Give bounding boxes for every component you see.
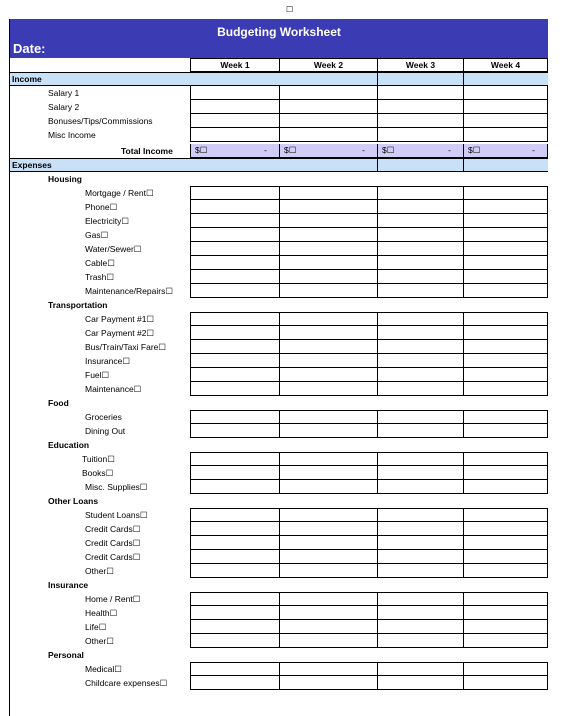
amount-cell-week-1[interactable] — [190, 536, 279, 550]
amount-cell-week-4[interactable] — [463, 410, 548, 424]
amount-cell-week-1[interactable] — [190, 676, 279, 690]
amount-cell-week-3[interactable] — [377, 242, 463, 256]
expense-row — [10, 200, 548, 214]
expense-row — [10, 186, 548, 200]
expense-row — [10, 256, 548, 270]
amount-cell-week-4[interactable] — [463, 620, 548, 634]
amount-cell-week-1[interactable] — [190, 200, 279, 214]
expense-row-label: Health☐ — [85, 608, 118, 618]
expense-row — [10, 326, 548, 340]
amount-cell-week-3[interactable] — [377, 634, 463, 648]
income-row-label: Bonuses/Tips/Commissions — [48, 116, 153, 126]
amount-cell-week-4[interactable] — [463, 242, 548, 256]
amount-cell-week-1[interactable] — [190, 242, 279, 256]
income-row — [10, 128, 548, 142]
amount-cell-week-3[interactable] — [377, 354, 463, 368]
amount-cell-week-3[interactable] — [377, 186, 463, 200]
week-3-header: Week 3 — [377, 58, 463, 72]
week-1-header: Week 1 — [190, 58, 279, 72]
expense-row-label: Car Payment #1☐ — [85, 314, 155, 324]
expense-row-label: Tuition☐ — [82, 454, 115, 464]
expense-row — [10, 522, 548, 536]
amount-cell-week-4[interactable] — [463, 128, 548, 142]
amount-cell-week-2[interactable] — [279, 114, 377, 128]
expense-group-label: Insurance — [48, 580, 89, 590]
amount-cell-week-4[interactable] — [463, 228, 548, 242]
amount-cell-week-2[interactable] — [279, 662, 377, 676]
expense-group-label: Education — [48, 440, 90, 450]
amount-cell-week-2[interactable] — [279, 100, 377, 114]
amount-cell-week-3[interactable] — [377, 114, 463, 128]
expense-row-label: Childcare expenses☐ — [85, 678, 168, 688]
expense-row — [10, 606, 548, 620]
amount-cell-week-2[interactable] — [279, 424, 377, 438]
band-divider — [377, 159, 378, 171]
amount-cell-week-4[interactable] — [463, 522, 548, 536]
amount-cell-week-3[interactable] — [377, 214, 463, 228]
amount-cell-week-4[interactable] — [463, 326, 548, 340]
amount-cell-week-2[interactable] — [279, 452, 377, 466]
expense-group-label: Housing — [48, 174, 82, 184]
amount-cell-week-2[interactable] — [279, 676, 377, 690]
amount-cell-week-1[interactable] — [190, 382, 279, 396]
title-bar — [10, 19, 548, 58]
amount-cell-week-1[interactable] — [190, 326, 279, 340]
amount-cell-week-1[interactable] — [190, 466, 279, 480]
amount-cell-week-3[interactable] — [377, 676, 463, 690]
amount-cell-week-1[interactable] — [190, 312, 279, 326]
amount-cell-week-3[interactable] — [377, 536, 463, 550]
amount-cell-week-3[interactable] — [377, 326, 463, 340]
expense-group-label: Other Loans — [48, 496, 99, 506]
amount-cell-week-3[interactable] — [377, 550, 463, 564]
expense-row — [10, 480, 548, 494]
income-row — [10, 100, 548, 114]
amount-cell-week-1[interactable] — [190, 368, 279, 382]
expense-row-label: Water/Sewer☐ — [85, 244, 142, 254]
expense-row — [10, 410, 548, 424]
week-2-header: Week 2 — [279, 58, 377, 72]
amount-cell-week-2[interactable] — [279, 368, 377, 382]
expense-row — [10, 340, 548, 354]
expense-row-label: Credit Cards☐ — [85, 552, 141, 562]
expense-row — [10, 284, 548, 298]
amount-cell-week-3[interactable] — [377, 312, 463, 326]
amount-cell-week-4[interactable] — [463, 676, 548, 690]
expense-row — [10, 634, 548, 648]
total-value: - — [448, 145, 451, 155]
amount-cell-week-2[interactable] — [279, 480, 377, 494]
amount-cell-week-3[interactable] — [377, 480, 463, 494]
amount-cell-week-4[interactable] — [463, 340, 548, 354]
amount-cell-week-2[interactable] — [279, 410, 377, 424]
amount-cell-week-3[interactable] — [377, 620, 463, 634]
amount-cell-week-3[interactable] — [377, 340, 463, 354]
amount-cell-week-1[interactable] — [190, 424, 279, 438]
amount-cell-week-1[interactable] — [190, 508, 279, 522]
amount-cell-week-3[interactable] — [377, 452, 463, 466]
expense-row — [10, 452, 548, 466]
expense-row — [10, 620, 548, 634]
expense-row — [10, 312, 548, 326]
amount-cell-week-4[interactable] — [463, 536, 548, 550]
amount-cell-week-1[interactable] — [190, 564, 279, 578]
total-value: - — [362, 145, 365, 155]
currency-symbol: $☐ — [468, 145, 481, 155]
currency-symbol: $☐ — [284, 145, 297, 155]
expenses-label: Expenses — [12, 160, 52, 170]
amount-cell-week-3[interactable] — [377, 86, 463, 100]
expense-row-label: Groceries — [85, 412, 122, 422]
amount-cell-week-2[interactable] — [279, 340, 377, 354]
total-cell-week-4[interactable] — [463, 144, 548, 158]
expense-row — [10, 424, 548, 438]
amount-cell-week-1[interactable] — [190, 592, 279, 606]
amount-cell-week-2[interactable] — [279, 354, 377, 368]
expense-row-label: Car Payment #2☐ — [85, 328, 155, 338]
amount-cell-week-2[interactable] — [279, 592, 377, 606]
amount-cell-week-4[interactable] — [463, 606, 548, 620]
amount-cell-week-1[interactable] — [190, 550, 279, 564]
total-value: - — [264, 145, 267, 155]
expense-row-label: Life☐ — [85, 622, 107, 632]
total-income-row — [10, 144, 548, 158]
expense-row-label: Dining Out — [85, 426, 126, 436]
amount-cell-week-4[interactable] — [463, 466, 548, 480]
amount-cell-week-4[interactable] — [463, 452, 548, 466]
amount-cell-week-1[interactable] — [190, 214, 279, 228]
amount-cell-week-1[interactable] — [190, 354, 279, 368]
amount-cell-week-4[interactable] — [463, 480, 548, 494]
amount-cell-week-2[interactable] — [279, 536, 377, 550]
expense-group-header — [10, 298, 548, 312]
amount-cell-week-1[interactable] — [190, 340, 279, 354]
band-divider — [463, 159, 464, 171]
expense-row — [10, 536, 548, 550]
amount-cell-week-3[interactable] — [377, 522, 463, 536]
amount-cell-week-4[interactable] — [463, 284, 548, 298]
expense-row — [10, 228, 548, 242]
income-row-label: Salary 2 — [48, 102, 80, 112]
expense-group-label: Food — [48, 398, 69, 408]
amount-cell-week-1[interactable] — [190, 270, 279, 284]
expense-group-header — [10, 648, 548, 662]
amount-cell-week-3[interactable] — [377, 270, 463, 284]
amount-cell-week-3[interactable] — [377, 128, 463, 142]
amount-cell-week-4[interactable] — [463, 508, 548, 522]
amount-cell-week-3[interactable] — [377, 662, 463, 676]
amount-cell-week-3[interactable] — [377, 508, 463, 522]
expense-group-header — [10, 578, 548, 592]
amount-cell-week-1[interactable] — [190, 284, 279, 298]
amount-cell-week-4[interactable] — [463, 382, 548, 396]
amount-cell-week-3[interactable] — [377, 466, 463, 480]
income-row-label: Salary 1 — [48, 88, 80, 98]
expense-group-label: Transportation — [48, 300, 108, 310]
expense-row-label: Home / Rent☐ — [85, 594, 141, 604]
amount-cell-week-3[interactable] — [377, 284, 463, 298]
amount-cell-week-4[interactable] — [463, 186, 548, 200]
band-divider — [377, 73, 378, 85]
amount-cell-week-1[interactable] — [190, 100, 279, 114]
amount-cell-week-4[interactable] — [463, 270, 548, 284]
amount-cell-week-1[interactable] — [190, 620, 279, 634]
amount-cell-week-1[interactable] — [190, 86, 279, 100]
currency-symbol: $☐ — [382, 145, 395, 155]
amount-cell-week-2[interactable] — [279, 128, 377, 142]
amount-cell-week-4[interactable] — [463, 114, 548, 128]
total-value: - — [532, 145, 535, 155]
income-row — [10, 114, 548, 128]
amount-cell-week-2[interactable] — [279, 86, 377, 100]
expense-row-label: Other☐ — [85, 566, 114, 576]
expense-row — [10, 214, 548, 228]
amount-cell-week-4[interactable] — [463, 200, 548, 214]
amount-cell-week-2[interactable] — [279, 382, 377, 396]
expense-group-header — [10, 494, 548, 508]
amount-cell-week-2[interactable] — [279, 634, 377, 648]
expenses-section-header — [10, 158, 548, 172]
top-marker-glyph: ☐ — [286, 5, 294, 14]
amount-cell-week-2[interactable] — [279, 326, 377, 340]
expense-group-header — [10, 438, 548, 452]
income-section-header — [10, 72, 548, 86]
amount-cell-week-1[interactable] — [190, 114, 279, 128]
income-row-label: Misc Income — [48, 130, 96, 140]
expense-row-label: Cable☐ — [85, 258, 115, 268]
expense-row — [10, 508, 548, 522]
amount-cell-week-4[interactable] — [463, 550, 548, 564]
expense-row-label: Maintenance/Repairs☐ — [85, 286, 173, 296]
amount-cell-week-2[interactable] — [279, 242, 377, 256]
expense-group-header — [10, 396, 548, 410]
amount-cell-week-3[interactable] — [377, 424, 463, 438]
expense-row-label: Trash☐ — [85, 272, 115, 282]
amount-cell-week-2[interactable] — [279, 620, 377, 634]
amount-cell-week-2[interactable] — [279, 270, 377, 284]
expense-row-label: Electricity☐ — [85, 216, 129, 226]
amount-cell-week-3[interactable] — [377, 256, 463, 270]
amount-cell-week-2[interactable] — [279, 522, 377, 536]
expense-row-label: Gas☐ — [85, 230, 109, 240]
total-cell-week-3[interactable] — [377, 144, 463, 158]
amount-cell-week-1[interactable] — [190, 606, 279, 620]
amount-cell-week-3[interactable] — [377, 368, 463, 382]
expense-row-label: Books☐ — [82, 468, 114, 478]
amount-cell-week-3[interactable] — [377, 564, 463, 578]
amount-cell-week-2[interactable] — [279, 466, 377, 480]
amount-cell-week-2[interactable] — [279, 256, 377, 270]
amount-cell-week-3[interactable] — [377, 410, 463, 424]
expense-row — [10, 564, 548, 578]
expense-row-label: Insurance☐ — [85, 356, 130, 366]
amount-cell-week-4[interactable] — [463, 634, 548, 648]
expense-row — [10, 592, 548, 606]
amount-cell-week-3[interactable] — [377, 592, 463, 606]
amount-cell-week-1[interactable] — [190, 228, 279, 242]
expense-row-label: Medical☐ — [85, 664, 122, 674]
income-label: Income — [12, 74, 42, 84]
amount-cell-week-2[interactable] — [279, 564, 377, 578]
week-4-header: Week 4 — [463, 58, 548, 72]
expense-row — [10, 382, 548, 396]
amount-cell-week-3[interactable] — [377, 228, 463, 242]
amount-cell-week-1[interactable] — [190, 256, 279, 270]
amount-cell-week-1[interactable] — [190, 522, 279, 536]
expense-row-label: Maintenance☐ — [85, 384, 142, 394]
amount-cell-week-4[interactable] — [463, 86, 548, 100]
amount-cell-week-4[interactable] — [463, 100, 548, 114]
amount-cell-week-1[interactable] — [190, 410, 279, 424]
expense-row — [10, 466, 548, 480]
amount-cell-week-1[interactable] — [190, 128, 279, 142]
expense-row — [10, 242, 548, 256]
amount-cell-week-3[interactable] — [377, 382, 463, 396]
worksheet-title: Budgeting Worksheet — [217, 25, 341, 39]
expense-row-label: Other☐ — [85, 636, 114, 646]
expense-row-label: Student Loans☐ — [85, 510, 148, 520]
expense-row — [10, 550, 548, 564]
band-divider — [463, 73, 464, 85]
budget-worksheet — [9, 19, 548, 716]
amount-cell-week-4[interactable] — [463, 256, 548, 270]
amount-cell-week-1[interactable] — [190, 634, 279, 648]
amount-cell-week-4[interactable] — [463, 564, 548, 578]
amount-cell-week-3[interactable] — [377, 606, 463, 620]
date-label: Date: — [13, 41, 46, 56]
expense-row-label: Credit Cards☐ — [85, 538, 141, 548]
amount-cell-week-4[interactable] — [463, 312, 548, 326]
income-row — [10, 86, 548, 100]
amount-cell-week-2[interactable] — [279, 228, 377, 242]
total-cell-week-1[interactable] — [190, 144, 279, 158]
week-header-row — [10, 58, 548, 72]
amount-cell-week-3[interactable] — [377, 200, 463, 214]
amount-cell-week-3[interactable] — [377, 100, 463, 114]
expense-group-header — [10, 172, 548, 186]
expense-row — [10, 662, 548, 676]
expense-row-label: Phone☐ — [85, 202, 118, 212]
amount-cell-week-1[interactable] — [190, 480, 279, 494]
total-cell-week-2[interactable] — [279, 144, 377, 158]
expense-row — [10, 368, 548, 382]
expense-row-label: Fuel☐ — [85, 370, 110, 380]
currency-symbol: $☐ — [195, 145, 208, 155]
expense-row-label: Misc. Supplies☐ — [85, 482, 148, 492]
amount-cell-week-1[interactable] — [190, 186, 279, 200]
amount-cell-week-2[interactable] — [279, 550, 377, 564]
amount-cell-week-2[interactable] — [279, 312, 377, 326]
amount-cell-week-2[interactable] — [279, 186, 377, 200]
amount-cell-week-1[interactable] — [190, 662, 279, 676]
amount-cell-week-2[interactable] — [279, 284, 377, 298]
amount-cell-week-2[interactable] — [279, 200, 377, 214]
expense-row-label: Mortgage / Rent☐ — [85, 188, 154, 198]
amount-cell-week-4[interactable] — [463, 354, 548, 368]
amount-cell-week-2[interactable] — [279, 214, 377, 228]
amount-cell-week-2[interactable] — [279, 508, 377, 522]
expense-row-label: Bus/Train/Taxi Fare☐ — [85, 342, 166, 352]
amount-cell-week-1[interactable] — [190, 452, 279, 466]
amount-cell-week-4[interactable] — [463, 368, 548, 382]
total-income-label: Total Income — [121, 146, 173, 156]
expense-row — [10, 354, 548, 368]
expense-row — [10, 676, 548, 690]
amount-cell-week-2[interactable] — [279, 606, 377, 620]
amount-cell-week-4[interactable] — [463, 424, 548, 438]
expense-row — [10, 270, 548, 284]
expense-row-label: Credit Cards☐ — [85, 524, 141, 534]
amount-cell-week-4[interactable] — [463, 214, 548, 228]
expense-group-label: Personal — [48, 650, 84, 660]
amount-cell-week-4[interactable] — [463, 592, 548, 606]
amount-cell-week-4[interactable] — [463, 662, 548, 676]
